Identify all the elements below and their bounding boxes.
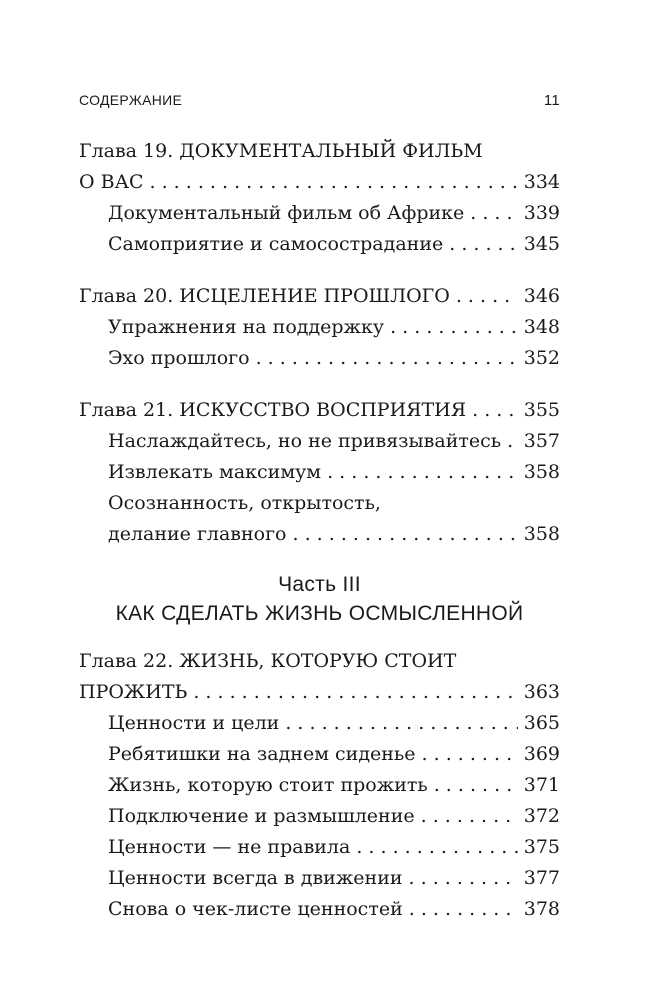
chapter-title-line: О ВАС: [79, 171, 144, 193]
page-ref: 346: [523, 285, 560, 307]
dot-leader: [256, 343, 518, 374]
toc-section[interactable]: [108, 832, 560, 863]
dot-leader: [472, 395, 518, 426]
page-ref: 375: [523, 836, 560, 858]
section-title: Ценности всегда в движении: [108, 867, 403, 889]
part-heading: [79, 570, 560, 628]
section-title: Ценности и цели: [108, 712, 280, 734]
part-label: Часть III: [278, 573, 361, 596]
toc-chapter-19[interactable]: [79, 136, 560, 198]
section-title: Жизнь, которую стоит прожить: [108, 774, 428, 796]
toc-section[interactable]: [108, 708, 560, 739]
dot-leader: [285, 708, 517, 739]
dot-leader: [150, 167, 518, 198]
toc-section[interactable]: [108, 894, 560, 925]
page-ref: 357: [523, 430, 560, 452]
page-ref: 365: [523, 712, 560, 734]
toc-section[interactable]: [108, 863, 560, 894]
section-title: Самоприятие и самосострадание: [108, 233, 444, 255]
page-ref: 348: [523, 316, 560, 338]
dot-leader: [293, 519, 518, 550]
toc-chapter-21[interactable]: [79, 395, 560, 426]
toc-chapter-20[interactable]: [79, 281, 560, 312]
chapter-title-line: ПРОЖИТЬ: [79, 681, 188, 703]
page-ref: 372: [523, 805, 560, 827]
dot-leader: [327, 457, 518, 488]
page-header: [79, 92, 560, 109]
page-ref: 355: [523, 399, 560, 421]
chapter-title-line: Глава 22. ЖИЗНЬ, КОТОРУЮ СТОИТ: [79, 650, 457, 672]
page-ref: 363: [523, 681, 560, 703]
page-ref: 371: [523, 774, 560, 796]
running-title: СОДЕРЖАНИЕ: [79, 92, 183, 108]
page-ref: 345: [523, 233, 560, 255]
page-ref: 334: [523, 171, 560, 193]
page-ref: 378: [523, 898, 560, 920]
table-of-contents: [79, 136, 560, 925]
dot-leader: [390, 312, 518, 343]
page-number: 11: [543, 92, 560, 109]
dot-leader: [507, 426, 518, 457]
toc-chapter-22[interactable]: [79, 646, 560, 708]
dot-leader: [356, 832, 517, 863]
chapter-title: Глава 20. ИСЦЕЛЕНИЕ ПРОШЛОГО: [79, 285, 450, 307]
section-title-line: Осознанность, открытость,: [108, 492, 381, 514]
dot-leader: [449, 229, 518, 260]
dot-leader: [421, 801, 518, 832]
dot-leader: [456, 281, 518, 312]
section-title: Ценности — не правила: [108, 836, 351, 858]
dot-leader: [409, 894, 518, 925]
page-ref: 352: [523, 347, 560, 369]
toc-section[interactable]: [108, 343, 560, 374]
toc-section[interactable]: [108, 770, 560, 801]
page-ref: 339: [523, 202, 560, 224]
dot-leader: [422, 739, 518, 770]
toc-section[interactable]: [108, 198, 560, 229]
dot-leader: [193, 677, 517, 708]
toc-section[interactable]: [108, 739, 560, 770]
toc-section[interactable]: [108, 801, 560, 832]
toc-section[interactable]: [108, 426, 560, 457]
dot-leader: [409, 863, 518, 894]
section-title: Документальный фильм об Африке: [108, 202, 465, 224]
page-ref: 377: [523, 867, 560, 889]
toc-section[interactable]: [108, 229, 560, 260]
page-ref: 358: [523, 461, 560, 483]
toc-section[interactable]: [108, 312, 560, 343]
chapter-title-line: Глава 19. ДОКУМЕНТАЛЬНЫЙ ФИЛЬМ: [79, 140, 483, 162]
dot-leader: [470, 198, 517, 229]
section-title: Наслаждайтесь, но не привязывайтесь: [108, 430, 502, 452]
part-title: КАК СДЕЛАТЬ ЖИЗНЬ ОСМЫСЛЕННОЙ: [115, 602, 524, 625]
toc-section[interactable]: [108, 488, 560, 550]
section-title: Снова о чек-листе ценностей: [108, 898, 403, 920]
chapter-title: Глава 21. ИСКУССТВО ВОСПРИЯТИЯ: [79, 399, 467, 421]
page-ref: 369: [523, 743, 560, 765]
section-title: Эхо прошлого: [108, 347, 250, 369]
page-ref: 358: [523, 523, 560, 545]
section-title-line: делание главного: [108, 523, 287, 545]
toc-section[interactable]: [108, 457, 560, 488]
section-title: Упражнения на поддержку: [108, 316, 385, 338]
section-title: Извлекать максимум: [108, 461, 322, 483]
section-title: Подключение и размышление: [108, 805, 415, 827]
dot-leader: [434, 770, 518, 801]
section-title: Ребятишки на заднем сиденье: [108, 743, 416, 765]
